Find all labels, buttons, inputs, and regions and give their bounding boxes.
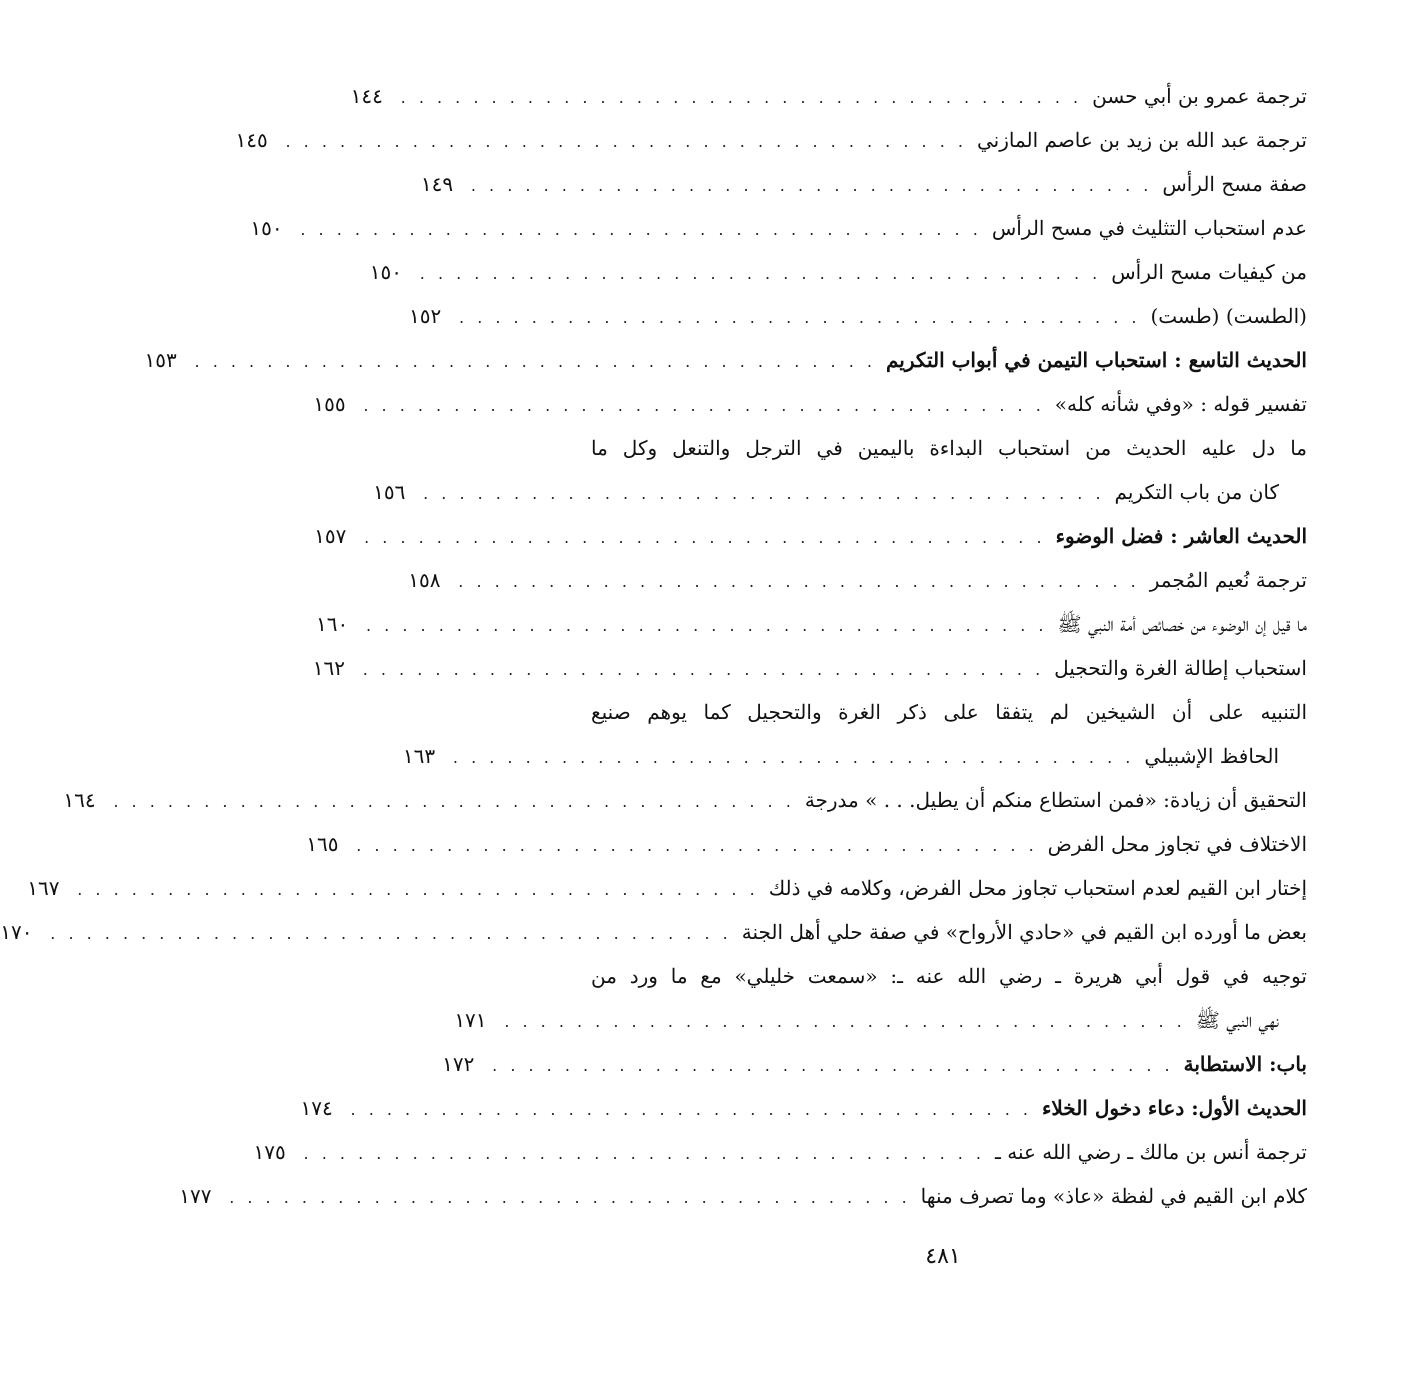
toc-entry-title: الحديث الأول: دعاء دخول الخلاء [1041,1096,1307,1120]
leader-dots: . . . . . . . . . . . . . . . . . . . . . . . . . . . . . . . . . . . . . . [285,132,967,151]
toc-entry-title: التحقيق أن زيادة: «فمن استطاع منكم أن يطيل. . . » مدرجة [804,788,1307,812]
leader-dots: . . . . . . . . . . . . . . . . . . . . . . . . . . . . . . . . . . . . . . [492,1056,1174,1075]
leader-dots: . . . . . . . . . . . . . . . . . . . . . . . . . . . . . . . . . . . . . . [362,660,1045,679]
toc-entry-title: ترجمة نُعيم المُجمر [1149,568,1307,592]
toc-entry-chapter [300,1086,1307,1130]
toc-entry-title: الحديث التاسع : استحباب التيمن في أبواب التكريم [885,348,1307,372]
toc-entry-page: ١٦٤ [63,788,96,812]
leader-dots: . . . . . . . . . . . . . . . . . . . . . . . . . . . . . . . . . . . . . . [356,836,1038,855]
toc-entry-page: ١٤٤ [350,84,383,108]
leader-dots: . . . . . . . . . . . . . . . . . . . . . . . . . . . . . . . . . . . . . . [77,880,759,899]
toc-entry-page: ١٤٩ [420,172,454,196]
toc-entry [454,998,1307,1042]
toc-entry [350,74,1307,118]
toc-entry [402,734,1307,778]
toc-entry-first-line: ما دل عليه الحديث من استحباب البداءة باليمين في الترجل والتنعل وكل ما [591,436,1307,460]
toc-entry-title: ترجمة عبد الله بن زيد بن عاصم المازني [976,128,1307,152]
toc-entry-page: ١٤٥ [235,128,268,152]
toc-entry-page: ١٦٠ [316,612,349,636]
table-of-contents [0,74,1307,1218]
leader-dots: . . . . . . . . . . . . . . . . . . . . . . . . . . . . . . . . . . . . . . [470,176,1153,195]
toc-entry-page: ١٧٢ [442,1052,475,1076]
leader-dots: . . . . . . . . . . . . . . . . . . . . . . . . . . . . . . . . . . . . . . [419,264,1102,283]
leader-dots: . . . . . . . . . . . . . . . . . . . . . . . . . . . . . . . . . . . . . . [363,396,1045,415]
leader-dots: . . . . . . . . . . . . . . . . . . . . . . . . . . . . . . . . . . . . . . [504,1012,1186,1031]
leader-dots: . . . . . . . . . . . . . . . . . . . . . . . . . . . . . . . . . . . . . . [303,1144,985,1163]
leader-dots: . . . . . . . . . . . . . . . . . . . . . . . . . . . . . . . . . . . . . . [366,616,1048,635]
toc-entry-title: بعض ما أورده ابن القيم في «حادي الأرواح» في صفة حلي أهل الجنة [741,920,1307,944]
leader-dots: . . . . . . . . . . . . . . . . . . . . . . . . . . . . . . . . . . . . . . [113,792,795,811]
toc-entry [306,822,1307,866]
leader-dots: . . . . . . . . . . . . . . . . . . . . . . . . . . . . . . . . . . . . . . [459,308,1141,327]
toc-entry-page: ١٥٣ [144,348,177,372]
toc-entry [420,162,1307,206]
leader-dots: . . . . . . . . . . . . . . . . . . . . . . . . . . . . . . . . . . . . . . [50,924,732,943]
toc-entry-title: الاختلاف في تجاوز محل الفرض [1047,832,1307,856]
toc-entry [250,206,1307,250]
leader-dots: . . . . . . . . . . . . . . . . . . . . . . . . . . . . . . . . . . . . . . [194,352,876,371]
toc-entry [316,602,1307,646]
toc-entry-first-line: توجيه في قول أبي هريرة ـ رضي الله عنه ـ: «سمعت خليلي» مع ما ورد من [591,964,1307,988]
toc-entry [235,118,1307,162]
toc-entry [408,558,1307,602]
toc-entry [27,866,1307,910]
toc-entry-page: ١٥٥ [313,392,346,416]
toc-entry-title: الحافظ الإشبيلي [1144,744,1279,768]
toc-entry-page: ١٦٧ [27,876,60,900]
toc-entry-title: عدم استحباب التثليث في مسح الرأس [991,216,1307,240]
toc-entry-page: ١٥٠ [250,216,283,240]
toc-entry-page: ١٦٥ [306,832,339,856]
toc-entry-page: ١٥٢ [409,304,442,328]
toc-entry-first-line: التنبيه على أن الشيخين لم يتفقا على ذكر الغرة والتحجيل كما يوهم صنيع [591,700,1307,724]
toc-entry-chapter [144,338,1307,382]
toc-entry-page: ١٧٧ [179,1184,212,1208]
leader-dots: . . . . . . . . . . . . . . . . . . . . . . . . . . . . . . . . . . . . . . [300,220,982,239]
toc-entry [63,778,1307,822]
page-number: ٤٨١ [925,1244,961,1269]
toc-entry [313,382,1307,426]
toc-entry-page: ١٥٠ [369,260,403,284]
leader-dots: . . . . . . . . . . . . . . . . . . . . . . . . . . . . . . . . . . . . . . [229,1188,911,1207]
leader-dots: . . . . . . . . . . . . . . . . . . . . . . . . . . . . . . . . . . . . . . [400,88,1083,107]
toc-entry [179,1174,1307,1218]
toc-entry [369,250,1307,294]
toc-entry-page: ١٥٧ [314,524,347,548]
toc-entry-title: نهي النبي ﷺ [1195,1008,1279,1032]
leader-dots: . . . . . . . . . . . . . . . . . . . . . . . . . . . . . . . . . . . . . . [423,484,1105,503]
toc-entry-title: ترجمة عمرو بن أبي حسن [1092,84,1307,108]
toc-entry-title: تفسير قوله : «وفي شأنه كله» [1054,392,1307,416]
toc-entry-title: ما قيل إن الوضوء من خصائص أمة النبي ﷺ [1057,612,1307,636]
leader-dots: . . . . . . . . . . . . . . . . . . . . . . . . . . . . . . . . . . . . . . [350,1100,1032,1119]
toc-entry [312,646,1307,690]
toc-entry-title: باب: الاستطابة [1183,1052,1307,1076]
toc-entry-page: ١٧٥ [253,1140,286,1164]
leader-dots: . . . . . . . . . . . . . . . . . . . . . . . . . . . . . . . . . . . . . . [452,748,1135,767]
toc-entry-chapter [314,514,1307,558]
toc-entry-title: استحباب إطالة الغرة والتحجيل [1054,656,1307,680]
toc-entry-page: ١٥٨ [408,568,441,592]
toc-entry-title: الحديث العاشر : فضل الوضوء [1055,524,1307,548]
toc-entry [253,1130,1307,1174]
toc-entry [0,910,1307,954]
toc-entry-page: ١٧١ [454,1008,487,1032]
toc-entry-title: (الطست) (طست) [1150,304,1307,328]
toc-entry-title: كان من باب التكريم [1114,480,1279,504]
toc-entry-page: ١٦٣ [402,744,436,768]
toc-entry-page: ١٧٤ [300,1096,333,1120]
toc-entry-title: صفة مسح الرأس [1162,172,1307,196]
toc-entry-chapter [442,1042,1307,1086]
toc-entry [409,294,1307,338]
toc-entry-title: من كيفيات مسح الرأس [1111,260,1307,284]
leader-dots: . . . . . . . . . . . . . . . . . . . . . . . . . . . . . . . . . . . . . . [364,528,1046,547]
toc-entry-title: إختار ابن القيم لعدم استحباب تجاوز محل الفرض، وكلامه في ذلك [768,876,1307,900]
toc-entry [373,470,1307,514]
toc-entry-page: ١٥٦ [373,480,406,504]
toc-entry-page: ١٧٠ [0,920,33,944]
toc-entry-title: كلام ابن القيم في لفظة «عاذ» وما تصرف منها [920,1184,1307,1208]
leader-dots: . . . . . . . . . . . . . . . . . . . . . . . . . . . . . . . . . . . . . . [458,572,1140,591]
toc-entry-title: ترجمة أنس بن مالك ـ رضي الله عنه ـ [995,1140,1307,1164]
toc-entry-page: ١٦٢ [312,656,345,680]
